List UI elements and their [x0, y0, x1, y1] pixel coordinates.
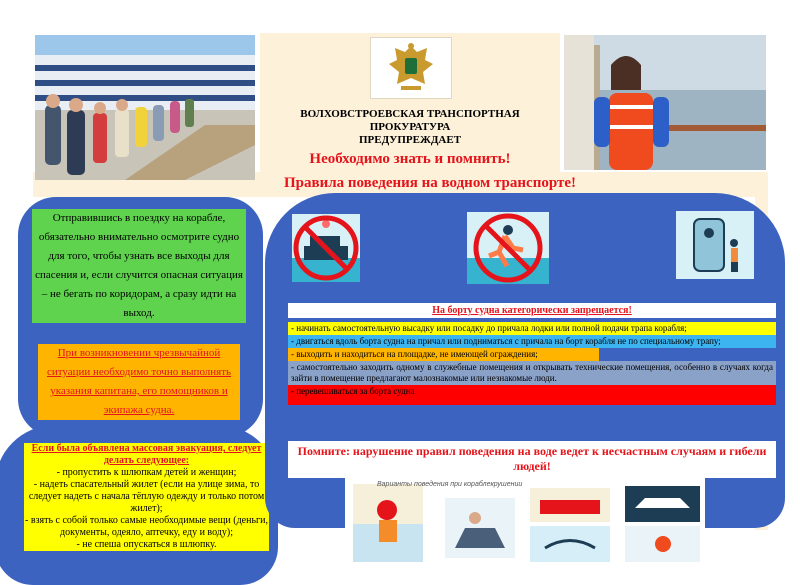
evacuation-item-4: - не спеша опускаться в шлюпку. — [24, 539, 269, 551]
evacuation-item-2: - надеть спасательный жилет (если на улице зима, то следует надеть с начала тёплую одежду и только потом жилет); — [24, 479, 269, 515]
prosecutor-emblem — [370, 37, 452, 99]
rule-item-3: - выходить и находиться на площадке, не имеющей ограждения; — [288, 348, 599, 361]
left-card-text-box — [32, 209, 246, 323]
evacuation-item-1: - пропустить к шлюпкам детей и женщин; — [24, 467, 269, 479]
life-jacket-photo — [564, 35, 766, 170]
org-line-3: ПРЕДУПРЕЖДАЕТ — [358, 134, 462, 146]
org-line-1: ВОЛХОВСТРОЕВСКАЯ ТРАНСПОРТНАЯ — [300, 108, 520, 120]
shipwreck-illustration — [345, 478, 705, 565]
emergency-text: При возникновении чрезвычайной ситуации необходимо точно выполнять указания капитана, его помощников и экипажа судна. — [38, 344, 240, 420]
evacuation-item-3: - взять с собой только самые необходимые вещи (деньги, документы, одеяло, аптечку, еду и воду); — [25, 515, 268, 538]
rules-title: На борту судна категорически запрещается! — [432, 305, 632, 316]
rules-list — [288, 322, 776, 405]
evacuation-text-box — [24, 443, 269, 551]
no-running-icon — [467, 212, 549, 284]
inspect-ship-text: Отправившись в поездку на корабле, обязательно внимательно осмотрите судно для того, чтобы узнать все выходы для спасения и, если случится опасная ситуация – не бегать по коридорам, а сразу идти на выход. — [32, 209, 246, 323]
rule-item-5: - перевешиваться за борта судна — [288, 385, 776, 405]
rule-item-4: - самостоятельно заходить одному в служебные помещения и открывать технические помещения, особенно в случаях когда зайти в помещение предлагают малознакомые или незнакомые люди. — [288, 361, 776, 385]
boarding-photo — [35, 35, 255, 180]
ship-overboard-icon — [292, 214, 360, 282]
org-line-2: ПРОКУРАТУРА — [369, 121, 451, 133]
emergency-box — [38, 344, 240, 420]
illustration-caption: Варианты поведения при кораблекрушении — [377, 481, 523, 488]
header-block — [262, 108, 558, 168]
rule-item-1: - начинать самостоятельную высадку или посадку до причала лодки или полной подачи трапа корабля; — [288, 322, 776, 335]
evacuation-title: Если была объявлена массовая эвакуация, следует делать следующее: — [24, 443, 269, 467]
slogan: Необходимо знать и помнить! — [309, 151, 511, 167]
remember-text: Помните: нарушение правил поведения на воде ведет к несчастным случаям и гибели людей! — [297, 444, 767, 473]
rule-item-2: - двигаться вдоль борта судна на причал или подниматься с причала на борт корабля не по специальному трапу; — [288, 335, 776, 348]
remember-box — [288, 441, 776, 478]
main-title: Правила поведения на водном транспорте! — [283, 175, 577, 191]
service-door-icon — [676, 211, 754, 279]
rules-title-box — [288, 303, 776, 318]
